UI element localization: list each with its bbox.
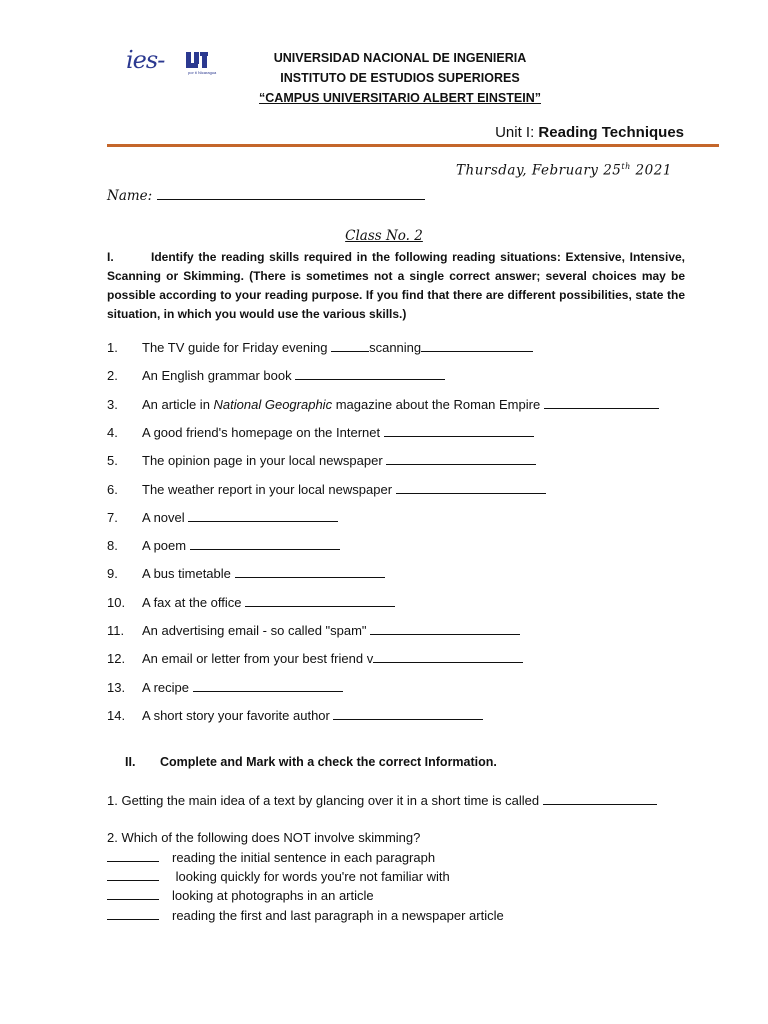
campus-name: “CAMPUS UNIVERSITARIO ALBERT EINSTEIN” [259, 91, 541, 105]
question-1-blank[interactable] [543, 792, 657, 805]
question-2 [107, 830, 420, 845]
item-number: 5. [107, 453, 118, 469]
answer-blank[interactable] [386, 452, 536, 465]
list-item [107, 509, 338, 525]
institution-logo [126, 46, 218, 80]
item-text: An advertising email - so called "spam" [142, 623, 371, 638]
answer-blank[interactable] [421, 339, 533, 352]
list-item [107, 650, 523, 666]
item-text: The opinion page in your local newspaper [142, 453, 387, 469]
name-label: Name: [107, 188, 153, 204]
item-text: The weather report in your local newspaper [142, 481, 396, 497]
list-item [107, 594, 395, 610]
list-item [107, 622, 520, 638]
section2-text: Complete and Mark with a check the correct Information. [160, 755, 497, 769]
section2-title [125, 755, 497, 769]
answer-blank[interactable] [331, 339, 369, 352]
list-item [107, 396, 659, 412]
item-text: An article in [142, 396, 214, 412]
option-text: reading the first and last paragraph in a newspaper article [172, 907, 504, 923]
item-text: A bus timetable [142, 566, 235, 582]
item-number: 7. [107, 509, 118, 525]
item-number: 12. [107, 651, 126, 667]
institute-name: INSTITUTO DE ESTUDIOS SUPERIORES [280, 71, 520, 85]
check-blank[interactable] [107, 907, 159, 920]
option-text: looking at photographs in an article [172, 888, 374, 904]
item-number: 11. [107, 623, 125, 638]
check-option [107, 868, 450, 884]
item-text: A fax at the office [142, 594, 246, 610]
answer-blank[interactable] [333, 707, 483, 720]
answer-blank[interactable] [370, 622, 520, 635]
check-blank[interactable] [107, 887, 159, 900]
answer-blank[interactable] [544, 396, 659, 409]
class-title-text: Class No. 2 [345, 228, 423, 244]
item-text: A short story your favorite author [142, 707, 334, 723]
date-suffix: th [621, 162, 631, 171]
answer-blank[interactable] [245, 594, 395, 607]
item-number: 9. [107, 566, 118, 582]
unit-prefix: Unit I: [495, 124, 535, 141]
list-item [107, 424, 534, 440]
list-item [107, 367, 445, 383]
item-number: 6. [107, 481, 118, 497]
question-1 [107, 792, 657, 808]
item-italic-text: National Geographic [213, 396, 333, 412]
item-number: 13. [107, 679, 126, 695]
item-text: The TV guide for Friday evening [142, 340, 332, 355]
university-name: UNIVERSIDAD NACIONAL DE INGENIERIA [273, 51, 527, 65]
list-item [107, 452, 536, 468]
section1-number: I. [107, 250, 114, 264]
answer-blank[interactable] [193, 679, 343, 692]
answer-blank[interactable] [295, 367, 445, 380]
answer-blank[interactable] [235, 565, 385, 578]
check-option [107, 887, 374, 903]
class-date [456, 162, 672, 179]
item-text: A good friend's homepage on the Internet [142, 424, 384, 440]
section2-number: II. [125, 755, 136, 769]
item-text: magazine about the Roman Empire [332, 396, 544, 412]
answer-blank[interactable] [396, 481, 546, 494]
item-text: A recipe [142, 679, 193, 695]
list-item [107, 537, 340, 553]
item-text: An English grammar book [142, 368, 296, 384]
option-text: looking quickly for words you're not familiar with [172, 869, 450, 885]
item-number: 2. [107, 368, 118, 384]
item-number: 10. [107, 594, 126, 610]
check-blank[interactable] [107, 868, 159, 881]
date-year: 2021 [630, 162, 672, 179]
answer-blank[interactable] [190, 537, 340, 550]
list-item [107, 707, 483, 723]
answer-blank[interactable] [188, 509, 338, 522]
unit-name: Reading Techniques [538, 124, 684, 141]
unit-title [495, 124, 684, 141]
class-title [0, 228, 768, 244]
check-option [107, 849, 435, 865]
item-number: 4. [107, 424, 118, 440]
item-number: 3. [107, 396, 118, 412]
section1-instructions [107, 248, 685, 324]
item-text: An email or letter from your best friend v [142, 651, 374, 667]
date-main: Thursday, February 25 [456, 162, 622, 179]
item-text: A novel [142, 509, 189, 525]
list-item [107, 481, 546, 497]
question-2-text: Which of the following does NOT involve skimming? [121, 830, 421, 845]
item-number: 14. [107, 707, 126, 723]
uni-logo-icon [186, 52, 208, 68]
answer-blank[interactable] [384, 424, 534, 437]
check-blank[interactable] [107, 849, 159, 862]
list-item [107, 565, 385, 581]
check-option [107, 907, 504, 923]
question-2-number: 2. [107, 830, 118, 845]
name-blank-line[interactable] [157, 186, 425, 200]
section1-text: Identify the reading skills required in the following reading situations: Extensive, Intensive, Scanning or Skimming. (There is sometimes not a single correct answer; several choices may be possible according to your reading purpose. If you find that there are different possibilities, state the situation, in which you would use the various skills.) [107, 250, 685, 321]
document-header [230, 48, 570, 108]
item-number: 8. [107, 538, 118, 554]
list-item [107, 339, 533, 355]
logo-text: ies- [126, 46, 165, 74]
item-number: 1. [107, 340, 118, 355]
list-item [107, 679, 343, 695]
question-1-text: 1. Getting the main idea of a text by glancing over it in a short time is called [107, 793, 543, 808]
header-divider [107, 144, 719, 147]
option-text: reading the initial sentence in each paragraph [172, 850, 436, 865]
logo-tagline: por ti Nicaragua [188, 70, 217, 75]
answer-blank[interactable] [373, 650, 523, 663]
item-text: A poem [142, 538, 190, 554]
name-field[interactable] [107, 186, 425, 204]
answer-text: scanning [369, 340, 422, 355]
